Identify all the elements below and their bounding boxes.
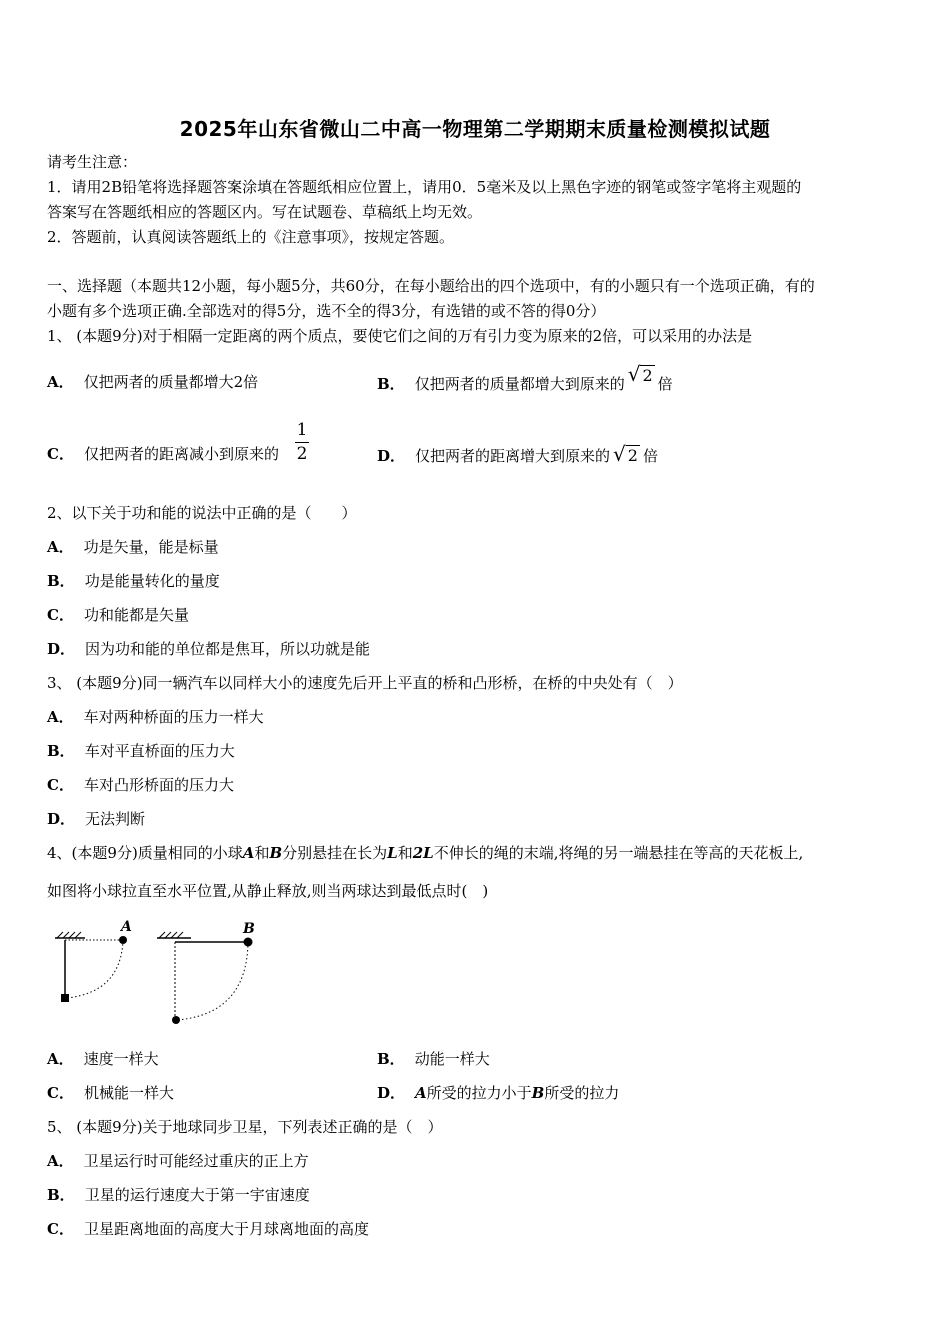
q4-stem-part: 不伸长的绳的末端,将绳的另一端悬挂在等高的天花板上, bbox=[433, 844, 804, 862]
q4-option-c-label: C． bbox=[47, 1084, 74, 1102]
q1-stem: 1、 (本题9分)对于相隔一定距离的两个质点，要使它们之间的万有引力变为原来的2倍，可以采用的办法是 bbox=[47, 327, 753, 345]
q1-option-d-label: D． bbox=[377, 447, 406, 465]
q4-option-a-label: A． bbox=[47, 1050, 74, 1068]
q1-option-d-suffix: 倍 bbox=[642, 447, 658, 465]
q2-stem: 2、以下关于功和能的说法中正确的是（ ） bbox=[47, 504, 357, 522]
var-b: B bbox=[269, 844, 283, 862]
q5-option-b-text: 卫星的运行速度大于第一宇宙速度 bbox=[84, 1186, 310, 1204]
q5-option-a-label: A． bbox=[47, 1152, 74, 1170]
q1-option-b bbox=[377, 362, 673, 394]
q1-option-a bbox=[47, 372, 258, 392]
q4-option-d-label: D． bbox=[377, 1084, 406, 1102]
fraction-bar bbox=[295, 442, 309, 443]
q1-option-d bbox=[377, 444, 658, 466]
fraction-one-half bbox=[295, 420, 309, 465]
pendulum-b bbox=[157, 921, 255, 1024]
q3-stem: 3、 (本题9分)同一辆汽车以同样大小的速度先后开上平直的桥和凸形桥，在桥的中央处有（ ） bbox=[47, 674, 683, 692]
q3-option-b-label: B． bbox=[47, 742, 75, 760]
q2-option-a-label: A． bbox=[47, 538, 74, 556]
fraction-denominator: 2 bbox=[296, 444, 308, 464]
q1-option-b-label: B． bbox=[377, 375, 405, 393]
q4-option-c-text: 机械能一样大 bbox=[83, 1084, 174, 1102]
q1-option-b-suffix: 倍 bbox=[657, 375, 673, 393]
fraction-numerator: 1 bbox=[296, 420, 308, 440]
q3-option-a-label: A． bbox=[47, 708, 74, 726]
q4-option-b bbox=[377, 1049, 490, 1069]
q2-option-c-label: C． bbox=[47, 606, 74, 624]
sqrt-symbol: √ 2 bbox=[613, 442, 638, 466]
notice-item-1-line-2: 答案写在答题纸相应的答题区内。写在试题卷、草稿纸上均无效。 bbox=[47, 203, 483, 221]
ceiling-hatch-b bbox=[159, 932, 183, 938]
q3-option-c-text: 车对凸形桥面的压力大 bbox=[83, 776, 234, 794]
q5-option-a bbox=[47, 1151, 309, 1171]
q4-option-d-text: 所受的拉力小于 bbox=[426, 1084, 532, 1102]
q4-stem-part: 和 bbox=[397, 844, 413, 862]
figure-label-b: B bbox=[243, 921, 255, 937]
q1-option-c bbox=[47, 444, 279, 464]
ceiling-hatch-a bbox=[57, 932, 81, 938]
ball-a-start bbox=[119, 936, 127, 944]
var-a: A bbox=[415, 1084, 427, 1102]
q3-option-d-label: D． bbox=[47, 810, 76, 828]
section-1-intro-line-1: 一、选择题（本题共12小题，每小题5分，共60分，在每小题给出的四个选项中，有的小题只有一个选项正确，有的 bbox=[47, 277, 815, 295]
q3-option-a bbox=[47, 707, 264, 727]
q2-option-a-text: 功是矢量，能是标量 bbox=[83, 538, 219, 556]
notice-heading: 请考生注意： bbox=[47, 153, 138, 171]
q3-option-a-text: 车对两种桥面的压力一样大 bbox=[83, 708, 264, 726]
q1-option-c-text: 仅把两者的距离减小到原来的 bbox=[83, 445, 279, 463]
sqrt-radicand: 2 bbox=[627, 446, 638, 465]
q1-option-d-text: 仅把两者的距离增大到原来的 bbox=[415, 447, 611, 465]
sqrt-symbol: √ 2 bbox=[627, 362, 653, 386]
var-a: A bbox=[242, 844, 255, 862]
q4-option-a-text: 速度一样大 bbox=[83, 1050, 159, 1068]
page-title: 2025年山东省微山二中高一物理第二学期期末质量检测模拟试题 bbox=[179, 117, 771, 141]
q4-stem-part: 分别悬挂在长为 bbox=[282, 844, 388, 862]
q2-option-a bbox=[47, 537, 219, 557]
q2-option-d-label: D． bbox=[47, 640, 76, 658]
q4-stem-part: 和 bbox=[254, 844, 270, 862]
q2-option-b bbox=[47, 571, 220, 591]
q2-option-c bbox=[47, 605, 189, 625]
q2-option-d-text: 因为功和能的单位都是焦耳，所以功就是能 bbox=[85, 640, 371, 658]
q5-option-b-label: B． bbox=[47, 1186, 75, 1204]
notice-item-2: 2．答题前，认真阅读答题纸上的《注意事项》，按规定答题。 bbox=[47, 228, 455, 246]
ball-b-bottom bbox=[172, 1016, 180, 1024]
figure-label-a: A bbox=[121, 919, 132, 935]
q3-option-b-text: 车对平直桥面的压力大 bbox=[84, 742, 235, 760]
q3-option-c-label: C． bbox=[47, 776, 74, 794]
q4-stem-part: 4、(本题9分)质量相同的小球 bbox=[47, 844, 243, 862]
arc-path-b bbox=[177, 942, 248, 1020]
q4-option-a bbox=[47, 1049, 159, 1069]
q2-option-b-text: 功是能量转化的量度 bbox=[84, 572, 220, 590]
q1-option-c-label: C． bbox=[47, 445, 74, 463]
q3-option-c bbox=[47, 775, 234, 795]
q2-option-c-text: 功和能都是矢量 bbox=[83, 606, 189, 624]
q1-option-a-label: A． bbox=[47, 373, 74, 391]
ball-b-start bbox=[244, 938, 253, 947]
var-2l: 2L bbox=[412, 844, 434, 862]
q3-option-d bbox=[47, 809, 145, 829]
notice-item-1-line-1: 1．请用2B铅笔将选择题答案涂填在答题纸相应位置上，请用0．5毫米及以上黑色字迹的钢笔或签字笔将主观题的 bbox=[47, 178, 802, 196]
section-1-intro-line-2: 小题有多个选项正确.全部选对的得5分，选不全的得3分，有选错的或不答的得0分） bbox=[47, 302, 606, 320]
q2-option-b-label: B． bbox=[47, 572, 75, 590]
q4-option-b-text: 动能一样大 bbox=[414, 1050, 490, 1068]
q5-option-a-text: 卫星运行时可能经过重庆的正上方 bbox=[83, 1152, 309, 1170]
q5-option-c bbox=[47, 1219, 369, 1239]
pendulum-a bbox=[55, 919, 132, 1002]
q1-option-b-text: 仅把两者的质量都增大到原来的 bbox=[414, 375, 625, 393]
q5-option-b bbox=[47, 1185, 310, 1205]
var-l: L bbox=[387, 844, 398, 862]
q5-option-c-text: 卫星距离地面的高度大于月球离地面的高度 bbox=[83, 1220, 369, 1238]
sqrt-radicand: 2 bbox=[642, 366, 653, 385]
pendulum-diagram bbox=[45, 918, 275, 1032]
q4-option-d bbox=[377, 1083, 619, 1103]
q3-option-d-text: 无法判断 bbox=[85, 810, 146, 828]
q5-stem: 5、 (本题9分)关于地球同步卫星，下列表述正确的是（ ） bbox=[47, 1118, 443, 1136]
q2-option-d bbox=[47, 639, 370, 659]
q3-option-b bbox=[47, 741, 235, 761]
ball-a-bottom bbox=[61, 994, 69, 1002]
var-b: B bbox=[531, 1084, 545, 1102]
q4-stem-line-2: 如图将小球拉直至水平位置,从静止释放,则当两球达到最低点时( ) bbox=[47, 882, 489, 900]
q4-option-d-suffix: 所受的拉力 bbox=[544, 1084, 620, 1102]
q5-option-c-label: C． bbox=[47, 1220, 74, 1238]
q4-stem-line-1 bbox=[47, 843, 803, 863]
q1-option-a-text: 仅把两者的质量都增大2倍 bbox=[83, 373, 259, 391]
arc-path-a bbox=[67, 940, 123, 998]
q4-option-c bbox=[47, 1083, 174, 1103]
q4-option-b-label: B． bbox=[377, 1050, 405, 1068]
